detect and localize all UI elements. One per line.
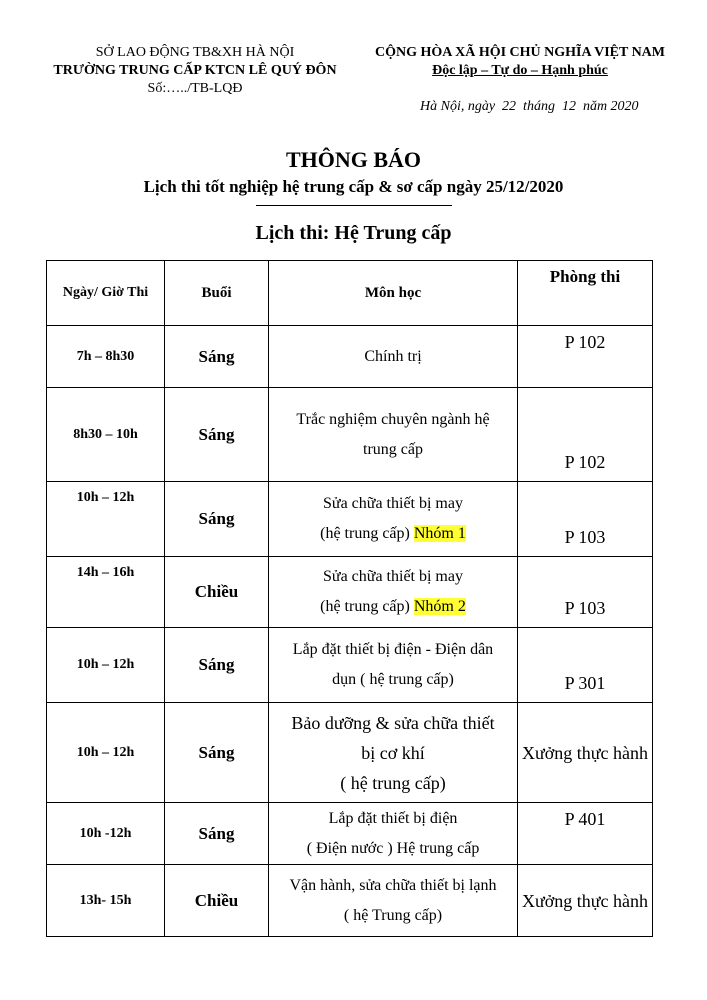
exam-time: 10h – 12h: [47, 703, 165, 803]
exam-session: Chiều: [165, 557, 269, 628]
subject-line: Chính trị: [364, 347, 422, 365]
exam-session: Sáng: [165, 326, 269, 388]
subject-line: ( hệ trung cấp): [340, 772, 446, 793]
header-subject: Môn học: [269, 261, 518, 326]
exam-session: Sáng: [165, 388, 269, 482]
table-row: [47, 865, 653, 937]
header-session: Buổi: [165, 261, 269, 326]
exam-session: Sáng: [165, 482, 269, 557]
exam-time: 10h – 12h: [47, 482, 165, 557]
section-title: Lịch thi: Hệ Trung cấp: [255, 222, 452, 244]
exam-session: Sáng: [165, 803, 269, 865]
exam-subject: [269, 388, 518, 482]
exam-time: 13h- 15h: [47, 865, 165, 937]
exam-room: P 301: [518, 628, 653, 703]
subject-line: ( hệ Trung cấp): [343, 906, 443, 924]
header-time: Ngày/ Giờ Thi: [47, 261, 165, 326]
exam-session: Sáng: [165, 703, 269, 803]
exam-subject: [269, 482, 518, 557]
subject-line: Sửa chữa thiết bị may: [323, 568, 463, 585]
group-highlight: Nhóm 2: [413, 598, 466, 615]
table-row: [47, 703, 653, 803]
country-name: CỘNG HÒA XÃ HỘI CHỦ NGHĨA VIỆT NAM: [374, 45, 665, 60]
exam-room: P 103: [518, 482, 653, 557]
subject-line: Lắp đặt thiết bị điện: [328, 809, 458, 827]
exam-time: 10h – 12h: [47, 628, 165, 703]
document-date: Hà Nội, ngày 22 tháng 12 năm 2020: [420, 99, 639, 114]
subject-line: bị cơ khí: [361, 742, 425, 763]
header-left: [40, 44, 350, 98]
subject-line: Lắp đặt thiết bị điện - Điện dân: [292, 641, 494, 658]
subject-line: (hệ trung cấp) Nhóm 1: [320, 525, 466, 542]
subject-line: ( Điện nước ) Hệ trung cấp: [306, 839, 480, 857]
exam-room: P 103: [518, 557, 653, 628]
exam-room: P 102: [518, 326, 653, 388]
subject-line: trung cấp: [363, 440, 423, 458]
exam-subject: [269, 865, 518, 937]
exam-time: 14h – 16h: [47, 557, 165, 628]
group-highlight: Nhóm 1: [413, 525, 466, 542]
exam-subject: [269, 628, 518, 703]
exam-subject: [269, 326, 518, 388]
table-row: [47, 482, 653, 557]
exam-subject: [269, 703, 518, 803]
notice-subtitle: Lịch thi tốt nghiệp hệ trung cấp & sơ cấp ngày 25/12/2020: [143, 177, 564, 196]
header-room: Phòng thi: [518, 261, 653, 326]
table-row: [47, 388, 653, 482]
document-number: Số:…../TB-LQĐ: [147, 81, 243, 96]
exam-session: Chiều: [165, 865, 269, 937]
exam-session: Sáng: [165, 628, 269, 703]
ministry-name: SỞ LAO ĐỘNG TB&XH HÀ NỘI: [95, 45, 295, 60]
notice-title: THÔNG BÁO: [285, 147, 422, 172]
subject-line: (hệ trung cấp) Nhóm 2: [320, 598, 466, 615]
exam-time: 8h30 – 10h: [47, 388, 165, 482]
header-right: [360, 44, 680, 80]
exam-room: Xưởng thực hành: [518, 865, 653, 937]
exam-subject: [269, 557, 518, 628]
subject-line: Sửa chữa thiết bị may: [323, 495, 463, 512]
subject-line: Trắc nghiệm chuyên ngành hệ: [296, 410, 490, 428]
subject-line: dụn ( hệ trung cấp): [332, 671, 454, 688]
table-row: [47, 628, 653, 703]
title-divider: [256, 205, 452, 206]
subject-line: Vận hành, sửa chữa thiết bị lạnh: [289, 876, 497, 894]
school-name: TRƯỜNG TRUNG CẤP KTCN LÊ QUÝ ĐÔN: [53, 63, 337, 78]
subject-line: Bảo dưỡng & sửa chữa thiết: [291, 712, 495, 733]
table-header-row: [47, 261, 653, 326]
country-motto: Độc lập – Tự do – Hạnh phúc: [432, 63, 608, 78]
table-row: [47, 557, 653, 628]
table-row: [47, 326, 653, 388]
exam-subject: [269, 803, 518, 865]
exam-time: 7h – 8h30: [47, 326, 165, 388]
exam-room: P 401: [518, 803, 653, 865]
exam-room: Xưởng thực hành: [518, 703, 653, 803]
table-row: [47, 803, 653, 865]
exam-schedule-table: [46, 260, 653, 937]
exam-time: 10h -12h: [47, 803, 165, 865]
exam-room: P 102: [518, 388, 653, 482]
